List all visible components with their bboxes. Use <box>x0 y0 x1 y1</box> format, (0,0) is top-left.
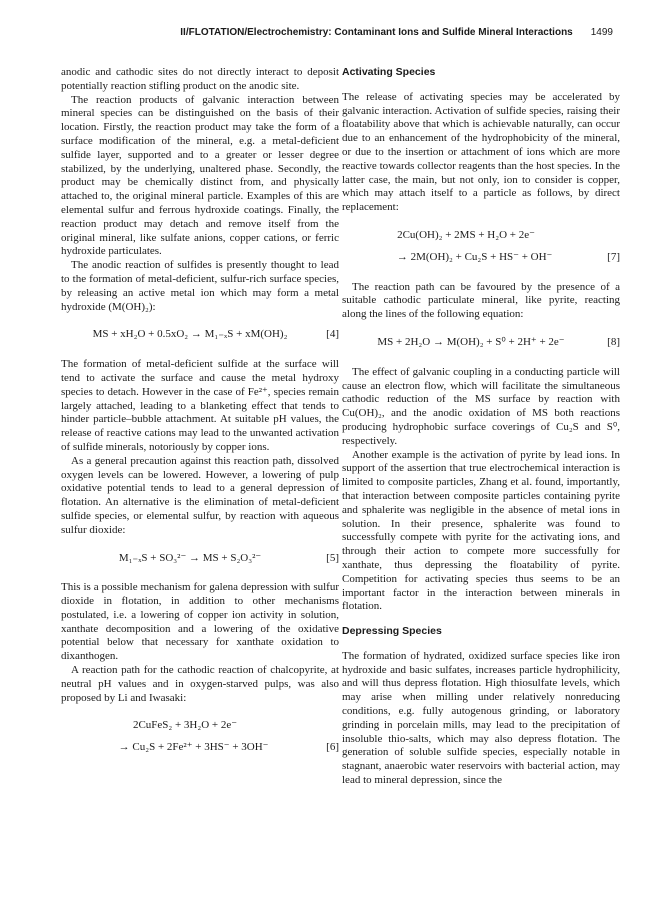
equation-line: 2Cu(OH)₂ + 2MS + H₂O + 2e⁻ <box>397 228 535 241</box>
equation-5 <box>61 552 339 566</box>
equation-7 <box>342 229 620 265</box>
paragraph: This is a possible mechanism for galena depression with sulfur dioxide in flotation, in addition to other mechanisms postulated, i.e. a lowering of copper ion activity in solution, xanthate decomposition and a lowering of the oxidative potential below that necessary for xanthate oxidation to dixanthogen. <box>61 581 339 663</box>
paragraph: The release of activating species may be accelerated by galvanic interaction. Activation of sulfide species, raising their floatability above that which is achievable naturally, can occur due to an enhancement of the hydrophobicity of the mineral, or due to the insertion or attachment of ions which are more reactive towards collector reagents than the host species. In the latter case, the main, but not only, ion to consider is copper, which may attach itself to a particle as follows, by direct replacement: <box>342 90 620 214</box>
equation-number: [4] <box>326 328 339 341</box>
equation-number: [7] <box>607 250 620 263</box>
equation-4 <box>61 328 339 342</box>
page-number: 1499 <box>590 27 613 38</box>
equation-expression: → 2M(OH)₂ + Cu₂S + HS⁻ + OH⁻ <box>396 250 553 263</box>
equation-6 <box>61 719 339 755</box>
left-column <box>61 66 339 771</box>
paragraph: As a general precaution against this reaction path, dissolved oxygen levels can be lowered. However, a lowering of pulp oxidative potential tends to lead to a general depression of flotation. An alternative is the elimination of metal-deficient sulfide species, or elemental sulfur, by reaction with aqueous sulfur dioxide: <box>61 454 339 536</box>
running-header <box>0 27 613 38</box>
paragraph: The formation of metal-deficient sulfide at the surface will tend to activate the surface and cause the metal hydroxy species to detach. However in the case of Fe²⁺, species remain largely attached, leading to a blanketing effect that tends to hinder particle–bubble attachment. At suitable pH values, the release of reactive cations may lead to the unwanted activation of sulfide minerals, notoriously by copper ions. <box>61 358 339 453</box>
equation-line <box>342 251 620 265</box>
equation-expression: → Cu₂S + 2Fe²⁺ + 3HS⁻ + 3OH⁻ <box>118 741 269 754</box>
paragraph: The reaction path can be favoured by the presence of a suitable cathodic particulate mineral, like pyrite, reacting along the lines of the following equation: <box>342 280 620 321</box>
running-title: II/FLOTATION/Electrochemistry: Contaminant Ions and Sulfide Mineral Interactions <box>180 27 573 38</box>
paragraph: Another example is the activation of pyrite by lead ions. In support of the assertion that true electrochemical interaction is limited to composite particles, Zhang et al. found, importantly, that interaction between composite particles containing pyrite and sphalerite was negligible in the absence of metal ions in solution. In their presence, sphalerite was found to successfully compete with pyrite for the activating ions, and through their action to compete more successfully for xanthate, thus depressing the floatability of pyrite. Competition for activating species thus seems to be an important factor in the interaction between minerals in flotation. <box>342 448 620 613</box>
equation-expression: MS + 2H₂O → M(OH)₂ + S⁰ + 2H⁺ + 2e⁻ <box>377 335 565 348</box>
right-column <box>342 66 620 788</box>
paragraph: A reaction path for the cathodic reaction of chalcopyrite, at neutral pH values and in oxygen-starved pulps, was also proposed by Li and Iwasaki: <box>61 664 339 704</box>
section-heading: Activating Species <box>342 66 436 78</box>
equation-line: 2CuFeS₂ + 3H₂O + 2e⁻ <box>132 719 238 732</box>
paragraph: The formation of hydrated, oxidized surface species like iron hydroxide and basic sulfates, increases particle hydrophilicity, and will thus depress flotation. High thiosulfate levels, which may arise when milling under relatively nonreducing conditions, e.g. fully autogenous grinding, or laboratory grinding in porcelain mills, may lead to the precipitation of insoluble thio-salts, which may also depress flotation. The generation of soluble sulfide species, especially notable in stagnant, anaerobic water reservoirs with bacterial action, may lead to mineral depression, since the <box>342 649 620 787</box>
section-heading: Depressing Species <box>342 625 442 638</box>
paragraph: The anodic reaction of sulfides is presently thought to lead to the formation of metal-deficient, sulfur-rich surface species, by releasing an active metal ion which may form a metal hydroxide (M(OH)₂): <box>61 259 339 313</box>
equation-8 <box>342 336 620 350</box>
equation-number: [8] <box>607 335 620 348</box>
equation-expression: MS + xH₂O + 0.5xO₂ → M₁₋ₓS + xM(OH)₂ <box>92 328 288 341</box>
paragraph: The effect of galvanic coupling in a conducting particle will cause an electron flow, which will facilitate the simultaneous cathodic reduction of the MS surface by reaction with Cu(OH)₂, and the anodic oxidation of MS both reactions producing hydrophobic surface coverings of Cu₂S and S⁰, respectively. <box>342 365 620 447</box>
equation-line <box>61 741 339 755</box>
paragraph: The reaction products of galvanic interaction between mineral species can be distinguished on the basis of their location. Firstly, the reaction product may take the form of a surface modification of the mineral, e.g. a metal-deficient sulfide layer, supported and to a greater or lesser degree stabilized, by the underlying, unaltered phase. Secondly, the product may be chemically distinct from, and physically attached to, the original mineral particle. Examples of this are elemental sulfur and ferrous hydroxide coatings. Finally, the reaction product may detach and remove itself from the original mineral, like sulfate anions, copper cations, or ferric hydroxide particulates. <box>61 93 339 258</box>
equation-expression: M₁₋ₓS + SO₃²⁻ → MS + S₂O₃²⁻ <box>118 551 262 564</box>
equation-number: [6] <box>326 741 339 754</box>
paragraph: anodic and cathodic sites do not directly interact to deposit potentially reaction stifling product on the anodic site. <box>61 66 339 92</box>
equation-number: [5] <box>326 551 339 564</box>
